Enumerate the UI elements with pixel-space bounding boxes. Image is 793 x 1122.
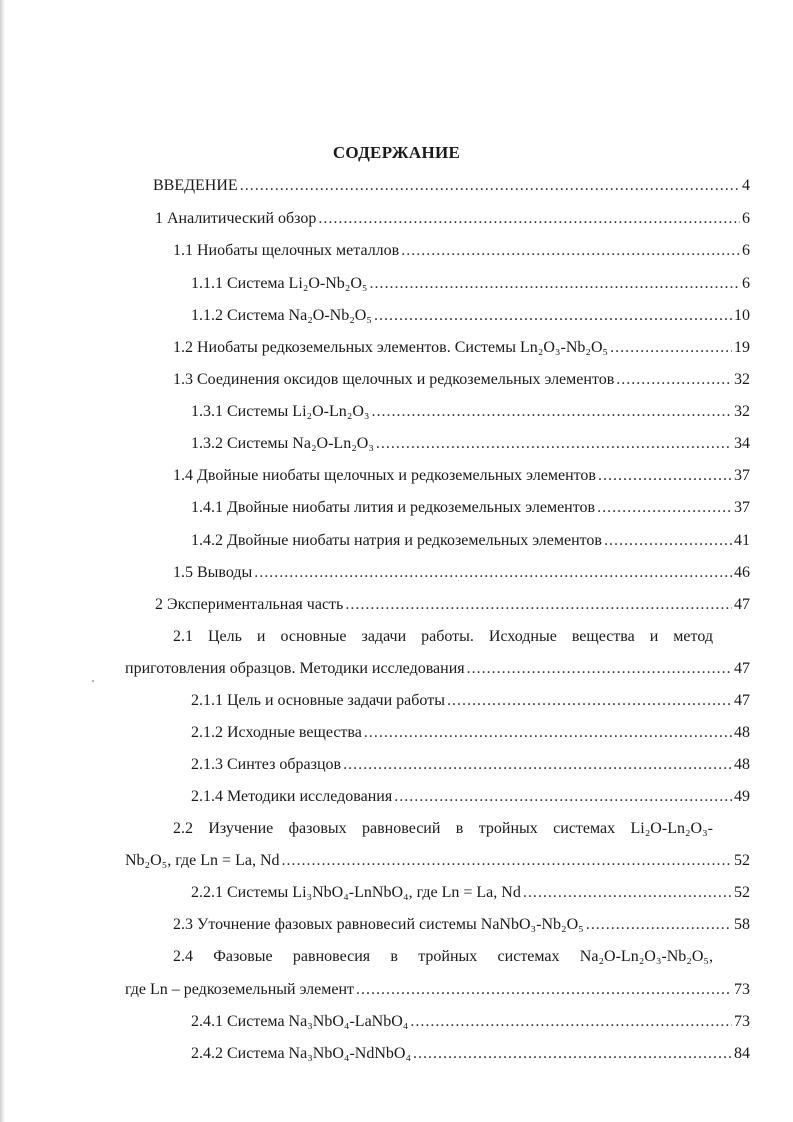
toc-entry-label: 2.1.3 Синтез образцов: [191, 756, 342, 773]
toc-entry-page: 19: [734, 339, 750, 356]
leader-dots: [364, 723, 732, 743]
toc-entry-page: 4: [742, 177, 750, 194]
leader-dots: [376, 434, 732, 454]
toc-entry-label: 2.4.2 Система Na₃NbO₄-NdNbO₄: [191, 1045, 412, 1062]
toc-entry[interactable]: [173, 370, 750, 390]
leader-dots: [401, 241, 740, 261]
toc-entry-label: 2.1.4 Методики исследования: [191, 788, 393, 805]
toc-entry[interactable]: [191, 306, 750, 326]
leader-dots: [616, 370, 732, 390]
leader-dots: [282, 851, 733, 871]
toc-entry-label: 2.3 Уточнение фазовых равновесий системы NaNbO₃-Nb₂O₅: [173, 916, 584, 933]
toc-entry-page: 73: [734, 981, 750, 998]
leader-dots: [374, 306, 732, 326]
toc-entry-page: 58: [734, 916, 750, 933]
toc-entry-label: 1.4.2 Двойные ниобаты натрия и редкоземельных элементов: [191, 532, 602, 549]
toc-entry-label: 1.3 Соединения оксидов щелочных и редкоземельных элементов: [173, 371, 615, 388]
toc-entry-label: 1.3.1 Системы Li₂O-Ln₂O₃: [191, 403, 370, 420]
toc-entry-first-line[interactable]: 2.1 Цель и основные задачи работы. Исходные вещества и метод: [173, 628, 713, 645]
toc-entry-page: 6: [742, 242, 750, 259]
toc-entry-label: ВВЕДЕНИЕ: [153, 177, 238, 194]
toc-entry-label: где Ln – редкоземельный элемент: [125, 981, 355, 998]
toc-entry[interactable]: [191, 723, 750, 743]
toc-entry[interactable]: [191, 1012, 750, 1032]
leader-dots: [604, 531, 732, 551]
toc-entry-page: 52: [734, 884, 750, 901]
leader-dots: [447, 691, 732, 711]
toc-entry[interactable]: [153, 176, 750, 196]
leader-dots: [318, 209, 740, 229]
toc-entry-page: 48: [734, 756, 750, 773]
toc-entry[interactable]: [191, 755, 750, 775]
toc-entry-page: 32: [734, 371, 750, 388]
toc-entry-label: приготовления образцов. Методики исследования: [125, 660, 465, 677]
toc-entry-first-line[interactable]: 2.4 Фазовые равновесия в тройных системах Na₂O-Ln₂O₃-Nb₂O₅,: [173, 948, 713, 965]
toc-entry-label: 2.1.1 Цель и основные задачи работы: [191, 692, 445, 709]
toc-entry-page: 47: [734, 596, 750, 613]
leader-dots: [410, 1012, 732, 1032]
leader-dots: [343, 755, 732, 775]
toc-entry-label: 1.1.1 Система Li₂O-Nb₂O₅: [191, 275, 368, 292]
toc-entry[interactable]: [173, 915, 750, 935]
toc-entry[interactable]: [125, 659, 750, 679]
toc-entry[interactable]: [191, 274, 750, 294]
toc-entry-page: 46: [734, 564, 750, 581]
toc-entry-page: 41: [734, 532, 750, 549]
toc-entry-label: 1.1 Ниобаты щелочных металлов: [173, 242, 400, 259]
toc-entry-page: 34: [734, 435, 750, 452]
scan-speck: [458, 580, 459, 581]
toc-entry-label: 1.5 Выводы: [173, 564, 253, 581]
leader-dots: [610, 338, 732, 358]
toc-entry-page: 47: [734, 660, 750, 677]
toc-entry-label: 1.1.2 Система Na₂O-Nb₂O₅: [191, 307, 372, 324]
toc-entry-label: 2.4.1 Система Na₃NbO₄-LaNbO₄: [191, 1013, 409, 1030]
leader-dots: [394, 787, 732, 807]
toc-entry[interactable]: [155, 595, 750, 615]
leader-dots: [240, 176, 740, 196]
toc-entry-label: 1.4.1 Двойные ниобаты лития и редкоземельных элементов: [191, 499, 596, 516]
leader-dots: [467, 659, 732, 679]
toc-entry[interactable]: [191, 1044, 750, 1064]
leader-dots: [254, 563, 732, 583]
leader-dots: [586, 915, 732, 935]
toc-entry[interactable]: [191, 691, 750, 711]
toc-entry-page: 47: [734, 692, 750, 709]
toc-entry[interactable]: [173, 466, 750, 486]
scan-speck: [92, 680, 94, 682]
toc-entry-label: 1.3.2 Системы Na₂O-Ln₂O₃: [191, 435, 374, 452]
toc-entry-page: 84: [734, 1045, 750, 1062]
toc-entry-label: Nb₂O₅, где Ln = La, Nd: [125, 852, 280, 869]
toc-entry-page: 49: [734, 788, 750, 805]
toc-entry-page: 52: [734, 852, 750, 869]
toc-entry[interactable]: [125, 851, 750, 871]
toc-entry[interactable]: [173, 563, 750, 583]
leader-dots: [370, 274, 741, 294]
leader-dots: [356, 980, 732, 1000]
toc-entry-first-line[interactable]: 2.2 Изучение фазовых равновесий в тройных системах Li₂O-Ln₂O₃-: [173, 820, 713, 837]
toc-entry-label: 1.4 Двойные ниобаты щелочных и редкоземельных элементов: [173, 467, 596, 484]
toc-entry-label: 2.1.2 Исходные вещества: [191, 724, 362, 741]
toc-entry-page: 10: [734, 307, 750, 324]
toc-entry[interactable]: [191, 531, 750, 551]
page-title: СОДЕРЖАНИЕ: [332, 143, 461, 162]
toc-entry-page: 48: [734, 724, 750, 741]
toc-entry-page: 32: [734, 403, 750, 420]
toc-entry[interactable]: [191, 402, 750, 422]
toc-entry[interactable]: [191, 498, 750, 518]
toc-entry[interactable]: [191, 787, 750, 807]
toc-entry-label: 2 Экспериментальная часть: [155, 596, 344, 613]
leader-dots: [371, 402, 732, 422]
toc-entry[interactable]: [173, 338, 750, 358]
toc-entry[interactable]: [125, 980, 750, 1000]
leader-dots: [345, 595, 732, 615]
toc-entry-page: 6: [742, 210, 750, 227]
toc-entry-page: 37: [734, 499, 750, 516]
toc-entry-page: 37: [734, 467, 750, 484]
toc-entry[interactable]: [191, 434, 750, 454]
toc-entry-label: 2.2.1 Системы Li₃NbO₄-LnNbO₄, где Ln = La, Nd: [191, 884, 521, 901]
leader-dots: [523, 883, 732, 903]
toc-entry-label: 1.2 Ниобаты редкоземельных элементов. Системы Ln₂O₃-Nb₂O₅: [173, 339, 609, 356]
toc-entry[interactable]: [155, 209, 750, 229]
toc-entry-label: 1 Аналитический обзор: [155, 210, 317, 227]
toc-entry-page: 73: [734, 1013, 750, 1030]
toc-entry[interactable]: [191, 883, 750, 903]
toc-entry-page: 6: [742, 275, 750, 292]
leader-dots: [413, 1044, 732, 1064]
leader-dots: [598, 466, 732, 486]
toc-entry[interactable]: [173, 241, 750, 261]
leader-dots: [597, 498, 732, 518]
